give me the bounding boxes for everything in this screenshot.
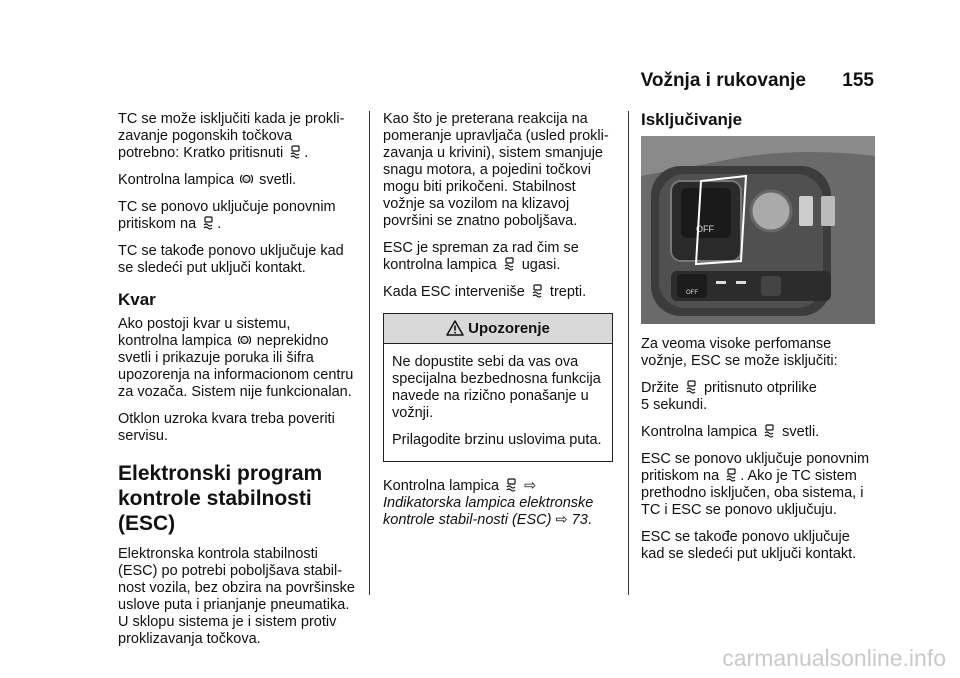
tc-warning-lamp-icon xyxy=(240,172,253,186)
section-title: Vožnja i rukovanje xyxy=(640,70,806,91)
paragraph: Kada ESC interveniše trepti. xyxy=(383,284,587,300)
esc-lamp-icon xyxy=(503,257,516,271)
svg-text:OFF: OFF xyxy=(686,290,698,296)
paragraph: Prilagodite brzinu uslovima puta. xyxy=(392,432,602,448)
svg-text:OFF: OFF xyxy=(696,224,714,234)
paragraph: Elektronska kontrola stabilnosti (ESC) po potrebi poboljšava stabil-nost vozila, bez obzira na površinske uslove puta i prianjanje pneumatika. U sklopu sistema je i sistem protiv proklizavanja točkova. xyxy=(118,546,355,647)
paragraph: Kontrolna lampica svetli. xyxy=(641,424,820,440)
paragraph: ESC se takođe ponovo uključuje kad se sledeći put uključi kontakt. xyxy=(641,529,857,562)
page-header xyxy=(0,70,874,96)
watermark: carmanualsonline.info xyxy=(722,645,946,671)
subheading-kvar: Kvar xyxy=(118,290,156,309)
column-left xyxy=(118,111,356,658)
paragraph: Ako postoji kvar u sistemu, kontrolna lampica neprekidno svetli i prikazuje poruka ili šifra upozorenja na informacionom centru za vozača. Sistem nije funkcionalan. xyxy=(118,316,354,400)
tc-warning-lamp-icon xyxy=(238,333,251,347)
page-reference[interactable]: 73 xyxy=(571,512,588,528)
column-middle xyxy=(383,111,613,539)
paragraph: Držite pritisnuto otprilike 5 sekundi. xyxy=(641,380,817,413)
column-right xyxy=(641,111,875,573)
reference-arrow-icon: ⇨ xyxy=(555,512,568,528)
paragraph: TC se ponovo uključuje ponovnim pritiskom na . xyxy=(118,199,336,232)
paragraph: Kao što je preterana reakcija na pomeranje upravljača (usled prokli-zavanja u krivini), sistem smanjuje snagu motora, a pojedini točkovi mogu biti prikočeni. Stabilnost vožnje sa vozilom na klizavoj površini se znatno poboljšava. xyxy=(383,111,609,229)
reference-arrow-icon: ⇨ xyxy=(524,478,537,494)
paragraph: ESC je spreman za rad čim se kontrolna lampica ugasi. xyxy=(383,240,579,273)
paragraph: TC se takođe ponovo uključuje kad se sledeći put uključi kontakt. xyxy=(118,243,344,276)
heading-esc: Elektronski program kontrole stabilnosti (ESC) xyxy=(118,462,323,535)
esc-off-button-icon xyxy=(725,468,738,482)
paragraph: Ne dopustite sebi da vas ova specijalna bezbednosna funkcija navede na rizično ponašanje u vožnji. xyxy=(392,354,601,421)
cross-reference-link[interactable]: Indikatorska lampica elektronske kontrole stabil-nosti (ESC) xyxy=(383,495,594,528)
traction-button-icon xyxy=(202,216,215,230)
paragraph: TC se može isključiti kada je prokli-zavanje pogonskih točkova potrebno: Kratko pritisnuti . xyxy=(118,111,345,161)
warning-box xyxy=(383,313,613,462)
esc-lamp-icon xyxy=(505,478,518,492)
paragraph: Kontrolna lampica svetli. xyxy=(118,172,297,188)
column-divider xyxy=(628,111,629,595)
page-number: 155 xyxy=(842,70,874,91)
column-divider xyxy=(369,111,370,595)
paragraph: Za veoma visoke perfomanse vožnje, ESC se može isključiti: xyxy=(641,336,838,369)
esc-lamp-icon xyxy=(531,284,544,298)
warning-triangle-icon xyxy=(446,320,464,336)
warning-header: Upozorenje xyxy=(384,314,612,344)
paragraph: Otklon uzroka kvara treba poveriti servisu. xyxy=(118,411,335,444)
esc-button-photo xyxy=(641,136,875,324)
subheading-iskljucivanje: Isključivanje xyxy=(641,110,743,129)
paragraph: Kontrolna lampica ⇨ Indikatorska lampica elektronske kontrole stabil-nosti (ESC) ⇨ 73. xyxy=(383,478,594,528)
esc-off-lamp-icon xyxy=(763,424,776,438)
paragraph: ESC se ponovo uključuje ponovnim pritiskom na . Ako je TC sistem prethodno isključen, oba sistema, i TC i ESC se ponovo uključuju. xyxy=(641,451,870,518)
traction-button-icon xyxy=(289,145,302,159)
warning-body xyxy=(384,344,612,461)
esc-off-button-icon xyxy=(685,380,698,394)
